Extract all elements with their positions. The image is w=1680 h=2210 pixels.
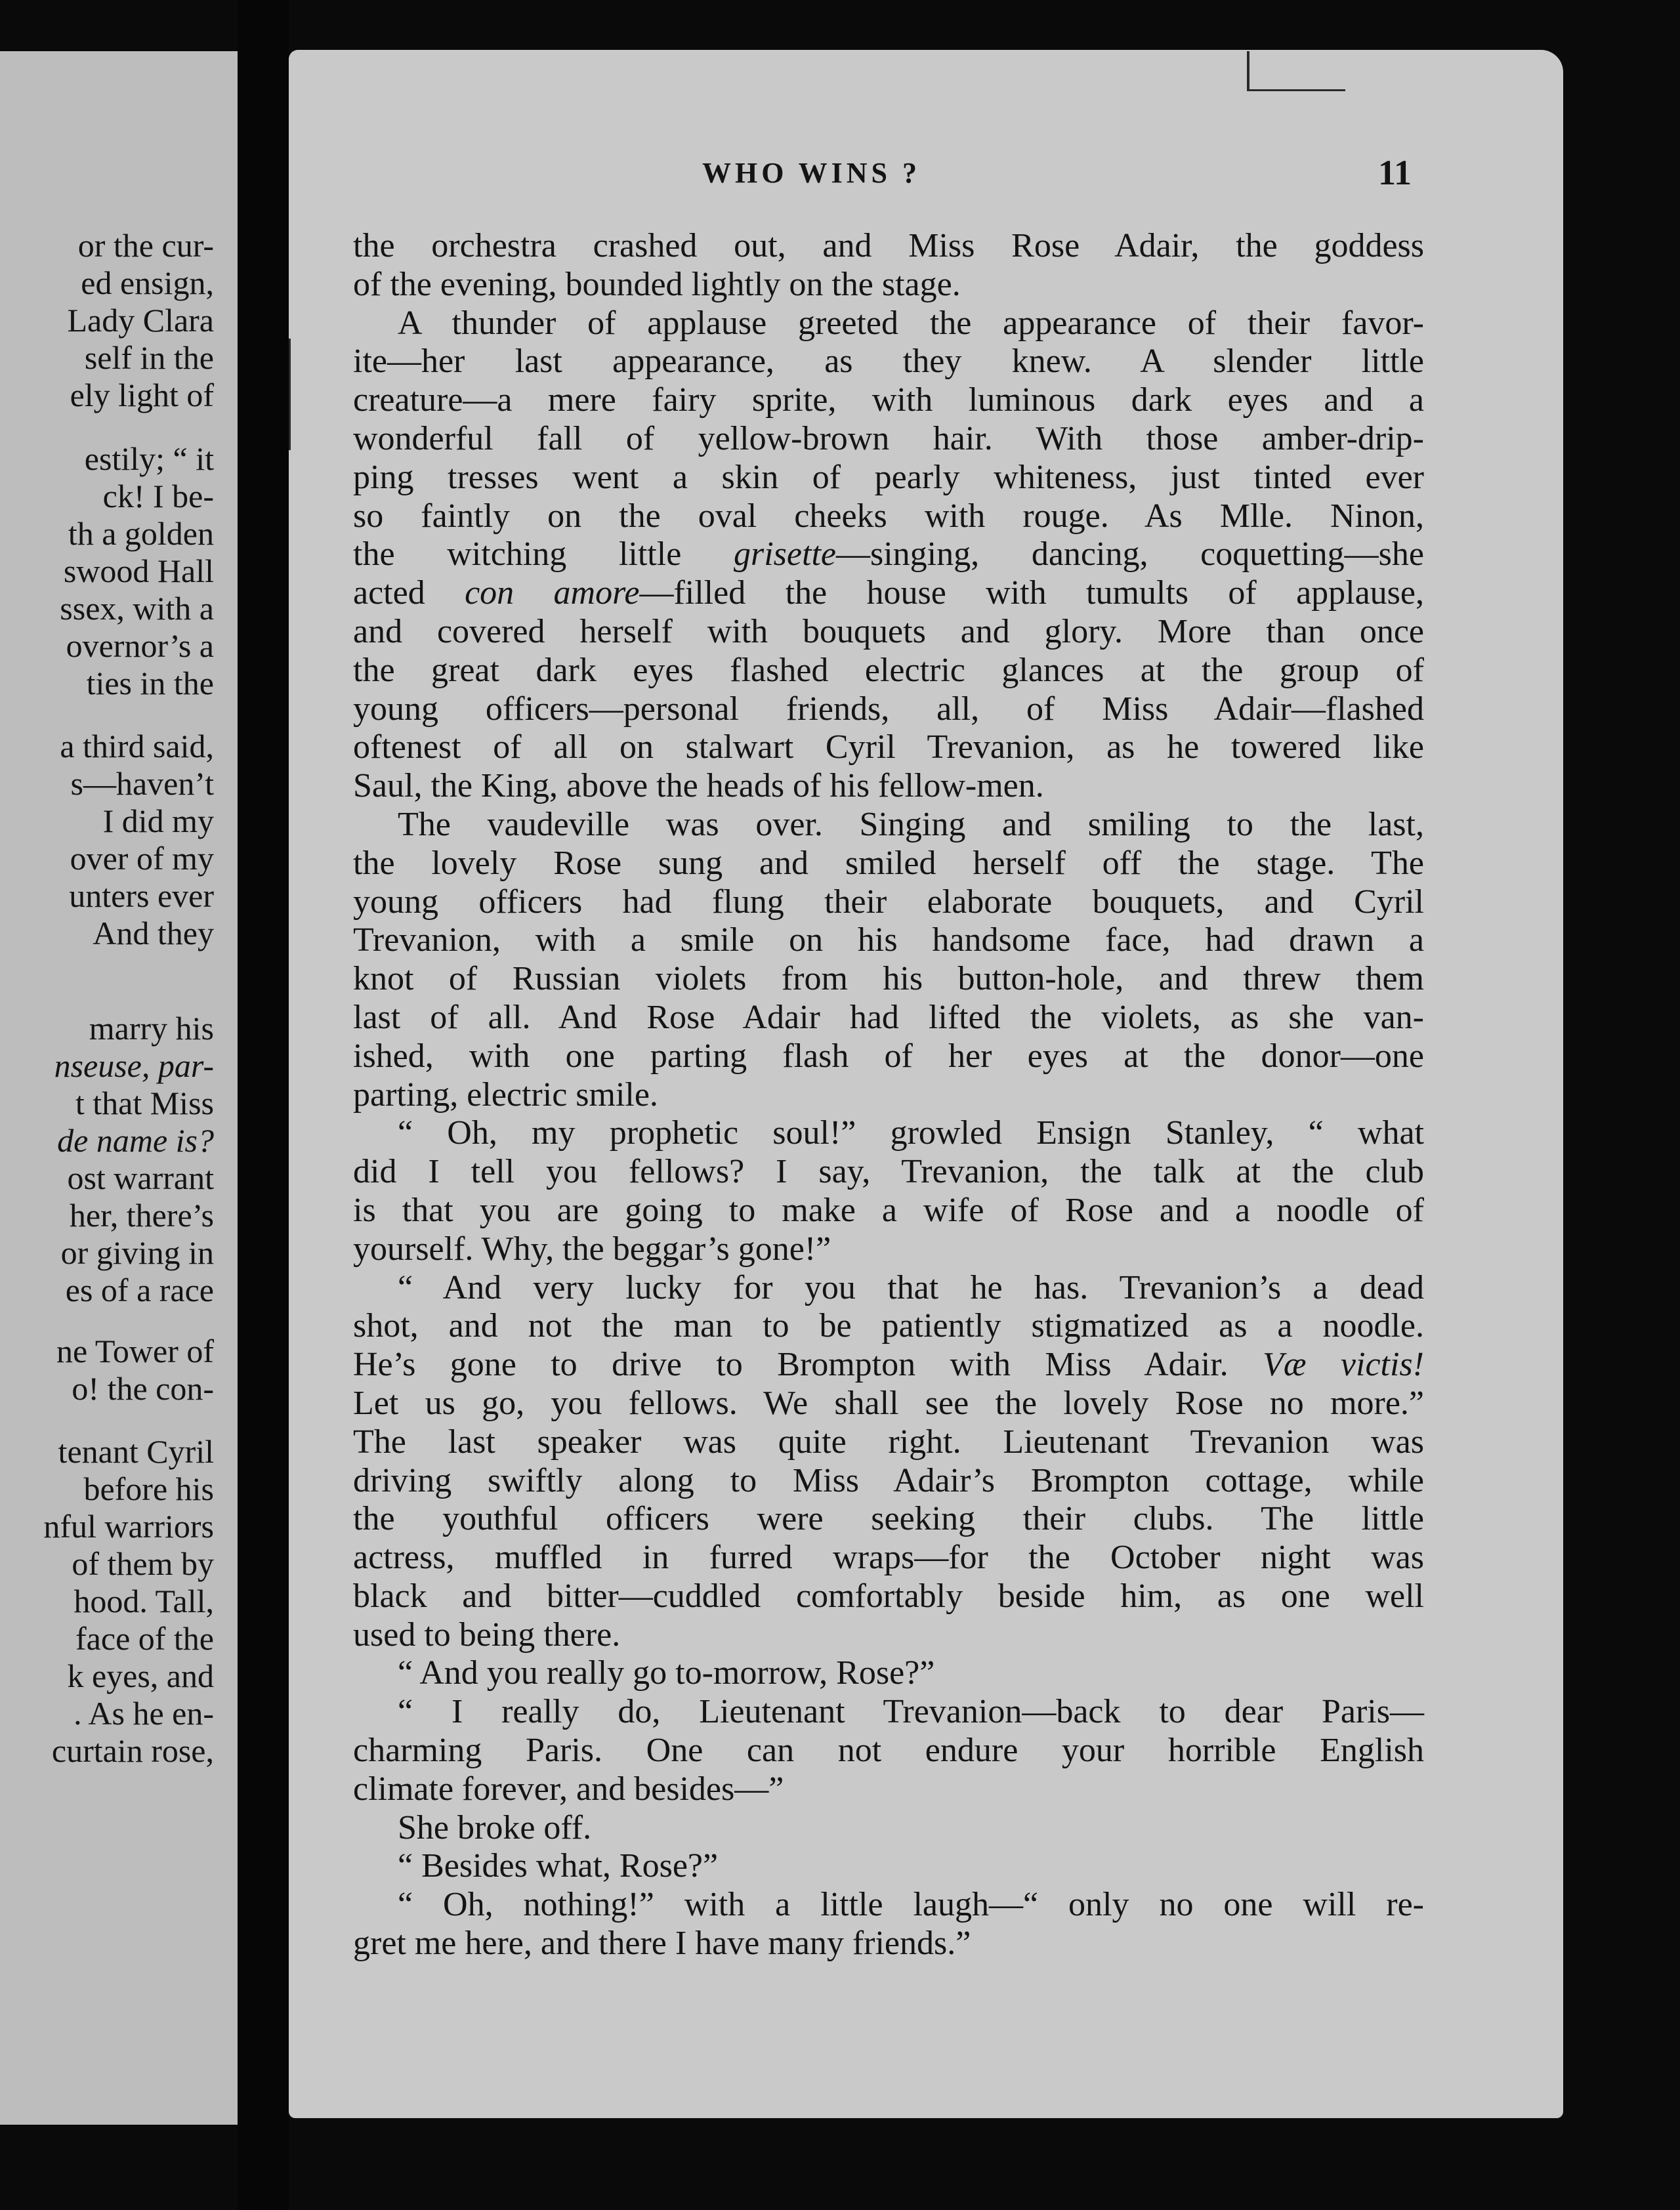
text-line: She broke off. <box>398 1808 592 1846</box>
text-line: last of all. And Rose Adair had lifted the violets, as she van- <box>353 998 1424 1036</box>
text-line: Saul, the King, above the heads of his fellow-men. <box>353 767 1044 805</box>
left-page-line: nseuse, par- <box>54 1047 214 1084</box>
text-line: “ Oh, nothing!” with a little laugh—“ only no one will re- <box>398 1886 1424 1924</box>
left-page-line: k eyes, and <box>67 1658 214 1694</box>
text-line: black and bitter—cuddled comfortably beside him, as one well <box>353 1577 1424 1615</box>
text-line: “ And very lucky for you that he has. Trevanion’s a dead <box>398 1268 1424 1306</box>
text-line: wonderful fall of yellow-brown hair. With those amber-drip- <box>353 419 1424 457</box>
left-page-line: hood. Tall, <box>74 1583 214 1619</box>
left-page-line: a third said, <box>60 728 214 764</box>
left-page-line: I did my <box>102 803 214 839</box>
text-line: gret me here, and there I have many friends.” <box>353 1925 971 1963</box>
text-line: ished, with one parting flash of her eyes at the donor—one <box>353 1037 1424 1075</box>
left-page-line: unters ever <box>69 877 214 914</box>
text-line: climate forever, and besides—” <box>353 1770 784 1808</box>
italic-run: Væ victis! <box>1263 1346 1424 1384</box>
ink-mark <box>1247 51 1250 91</box>
text-run: He’s gone to drive to Brompton with Miss Adair. <box>353 1346 1263 1384</box>
text-line: and covered herself with bouquets and glory. More than once <box>353 612 1424 650</box>
page-number: 11 <box>1378 153 1412 192</box>
text-run: —filled the house with tumults of applause, <box>639 574 1425 612</box>
left-page-line: over of my <box>70 840 214 877</box>
text-line: so faintly on the oval cheeks with rouge. As Mlle. Ninon, <box>353 497 1424 535</box>
text-line <box>353 535 1424 574</box>
left-page-line: ssex, with a <box>60 590 214 627</box>
running-title: WHO WINS ? <box>702 157 921 189</box>
left-page-line: tenant Cyril <box>58 1433 214 1470</box>
text-line: charming Paris. One can not endure your horrible English <box>353 1732 1424 1770</box>
text-line: knot of Russian violets from his button-hole, and threw them <box>353 960 1424 998</box>
body-text <box>353 227 1424 1963</box>
text-line: parting, electric smile. <box>353 1075 658 1114</box>
text-line: actress, muffled in furred wraps—for the October night was <box>353 1539 1424 1577</box>
left-page-line: ely light of <box>70 377 214 413</box>
text-line: of the evening, bounded lightly on the stage. <box>353 265 961 303</box>
book-gutter <box>238 0 289 2210</box>
text-line: used to being there. <box>353 1616 621 1654</box>
left-page-line: ck! I be- <box>102 478 214 514</box>
left-page-line: estily; “ it <box>84 440 214 477</box>
left-page-line: ed ensign, <box>81 264 214 301</box>
text-line: “ Besides what, Rose?” <box>398 1847 719 1885</box>
left-page-line: Lady Clara <box>67 302 214 339</box>
text-line: Trevanion, with a smile on his handsome face, had drawn a <box>353 921 1424 959</box>
text-line: driving swiftly along to Miss Adair’s Brompton cottage, while <box>353 1461 1424 1499</box>
text-line: did I tell you fellows? I say, Trevanion, the talk at the club <box>353 1153 1424 1191</box>
left-page-line: And they <box>93 915 214 951</box>
text-line: “ I really do, Lieutenant Trevanion—back to dear Paris— <box>398 1693 1424 1731</box>
left-page-line: curtain rose, <box>51 1732 214 1769</box>
text-line <box>353 1346 1424 1385</box>
left-page-line: swood Hall <box>63 552 214 589</box>
left-page-line: face of the <box>75 1620 214 1657</box>
left-page-line: ost warrant <box>67 1159 214 1196</box>
left-page-line: ties in the <box>86 665 214 701</box>
margin-mark <box>289 339 291 450</box>
text-line: the youthful officers were seeking their clubs. The little <box>353 1500 1424 1538</box>
text-line <box>353 574 1424 613</box>
italic-run: con amore <box>465 574 640 612</box>
text-line: A thunder of applause greeted the appearance of their favor- <box>398 304 1424 342</box>
text-line: creature—a mere fairy sprite, with luminous dark eyes and a <box>353 381 1424 419</box>
left-page-line: o! the con- <box>72 1370 214 1407</box>
text-line: the great dark eyes flashed electric glances at the group of <box>353 651 1424 689</box>
left-page-line: s—haven’t <box>70 765 214 802</box>
text-line: yourself. Why, the beggar’s gone!” <box>353 1230 831 1268</box>
text-line: Let us go, you fellows. We shall see the lovely Rose no more.” <box>353 1384 1424 1422</box>
left-page-line: her, there’s <box>69 1197 214 1234</box>
text-line: the orchestra crashed out, and Miss Rose Adair, the goddess <box>353 227 1424 264</box>
left-page-line: th a golden <box>68 515 214 552</box>
left-page-line: self in the <box>84 339 214 376</box>
left-page-line: of them by <box>72 1545 214 1582</box>
text-line: “ Oh, my prophetic soul!” growled Ensign Stanley, “ what <box>398 1114 1424 1152</box>
text-line: ite—her last appearance, as they knew. A slender little <box>353 343 1424 381</box>
text-line: oftenest of all on stalwart Cyril Trevanion, as he towered like <box>353 728 1424 766</box>
left-page-line: t that Miss <box>75 1085 214 1121</box>
text-line: is that you are going to make a wife of Rose and a noodle of <box>353 1191 1424 1229</box>
text-line: The last speaker was quite right. Lieutenant Trevanion was <box>353 1423 1424 1461</box>
text-line: young officers—personal friends, all, of Miss Adair—flashed <box>353 690 1424 728</box>
text-run: acted <box>353 574 465 612</box>
left-page-line: nful warriors <box>43 1508 214 1545</box>
left-page-line: . As he en- <box>74 1695 214 1732</box>
ink-mark <box>1247 89 1345 91</box>
left-page-fragment <box>0 51 242 2125</box>
left-page-line: or giving in <box>60 1234 214 1271</box>
left-page-line: overnor’s a <box>66 627 214 664</box>
left-page-line: before his <box>83 1470 214 1507</box>
text-run: the witching little <box>353 535 734 573</box>
left-page-line: es of a race <box>65 1272 214 1308</box>
text-line: young officers had flung their elaborate bouquets, and Cyril <box>353 883 1424 921</box>
text-line: “ And you really go to-morrow, Rose?” <box>398 1654 935 1692</box>
left-page-line: marry his <box>89 1010 214 1047</box>
text-line: the lovely Rose sung and smiled herself off the stage. The <box>353 844 1424 882</box>
text-run: —singing, dancing, coquetting—she <box>835 535 1424 573</box>
italic-run: grisette <box>734 535 836 573</box>
left-page-line: de name is? <box>57 1122 214 1159</box>
text-line: shot, and not the man to be patiently stigmatized as a noodle. <box>353 1307 1424 1345</box>
left-page-line: or the cur- <box>77 227 214 264</box>
left-page-line: ne Tower of <box>56 1333 214 1369</box>
text-line: ping tresses went a skin of pearly whiteness, just tinted ever <box>353 458 1424 496</box>
page-header <box>0 153 1680 202</box>
text-line: The vaudeville was over. Singing and smiling to the last, <box>398 805 1424 843</box>
